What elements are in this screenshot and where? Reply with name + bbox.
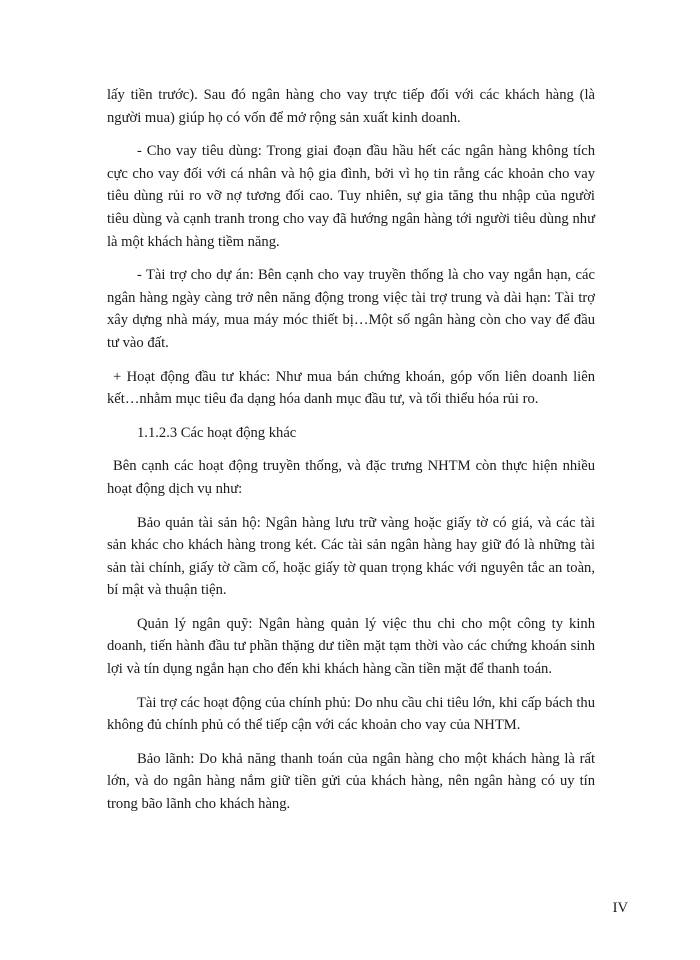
paragraph-treasury-management: Quản lý ngân quỹ: Ngân hàng quản lý việc thu chi cho một công ty kinh doanh, tiến hành đầu tư phần thặng dư tiền mặt tạm thời vào các chứng khoán sinh lợi và tín dụng ngắn hạn cho đến khi khách hàng cần tiền mặt để thanh toán.	[107, 615, 595, 678]
paragraph-continuation: lấy tiền trước). Sau đó ngân hàng cho vay trực tiếp đối với các khách hàng (là người mua) giúp họ có vốn để mở rộng sản xuất kinh doanh.	[107, 87, 595, 126]
paragraph-consumer-lending: - Cho vay tiêu dùng: Trong giai đoạn đầu hầu hết các ngân hàng không tích cực cho vay đối với cá nhân và hộ gia đình, bởi vì họ tin rằng các khoản cho vay tiêu dùng rủi ro vỡ nợ tương đối cao. Tuy nhiên, sự gia tăng thu nhập của người tiêu dùng và cạnh tranh trong cho vay đã hướng ngân hàng tới người tiêu dùng như là một khách hàng tiềm năng.	[107, 143, 595, 250]
paragraph-guarantee: Bảo lãnh: Do khả năng thanh toán của ngân hàng cho một khách hàng là rất lớn, và do ngân hàng nắm giữ tiền gửi của khách hàng, nên ngân hàng có uy tín trong bão lãnh cho khách hàng.	[107, 750, 595, 813]
paragraph-project-financing: - Tài trợ cho dự án: Bên cạnh cho vay truyền thống là cho vay ngắn hạn, các ngân hàng ngày càng trở nên năng động trong việc tài trợ trung và dài hạn: Tài trợ xây dựng nhà máy, mua máy móc thiết bị…Một số ngân hàng còn cho vay để đầu tư vào đất.	[107, 267, 595, 351]
page-number: IV	[612, 900, 628, 916]
section-heading: 1.1.2.3 Các hoạt động khác	[137, 424, 297, 441]
page-body	[107, 84, 595, 827]
paragraph-asset-custody: Bảo quản tài sản hộ: Ngân hàng lưu trữ vàng hoặc giấy tờ có giá, và các tài sản khác cho khách hàng trong két. Các tài sản ngân hàng hay giữ đó là những tài sản tài chính, giấy tờ cầm cố, hoặc giấy tờ quan trọng khác với nguyên tắc an toàn, bí mật và thuận tiện.	[107, 514, 595, 599]
paragraph-other-investment: + Hoạt động đầu tư khác: Như mua bán chứng khoán, góp vốn liên doanh liên kết…nhằm mục tiêu đa dạng hóa danh mục đầu tư, và tối thiểu hóa rủi ro.	[107, 368, 595, 408]
paragraph-other-activities-intro: Bên cạnh các hoạt động truyền thống, và đặc trưng NHTM còn thực hiện nhiều hoạt động dịch vụ như:	[107, 458, 595, 497]
paragraph-government-financing: Tài trợ các hoạt động của chính phủ: Do nhu cầu chi tiêu lớn, khi cấp bách thu không đủ chính phủ có thể tiếp cận với các khoản cho vay của NHTM.	[107, 694, 595, 734]
